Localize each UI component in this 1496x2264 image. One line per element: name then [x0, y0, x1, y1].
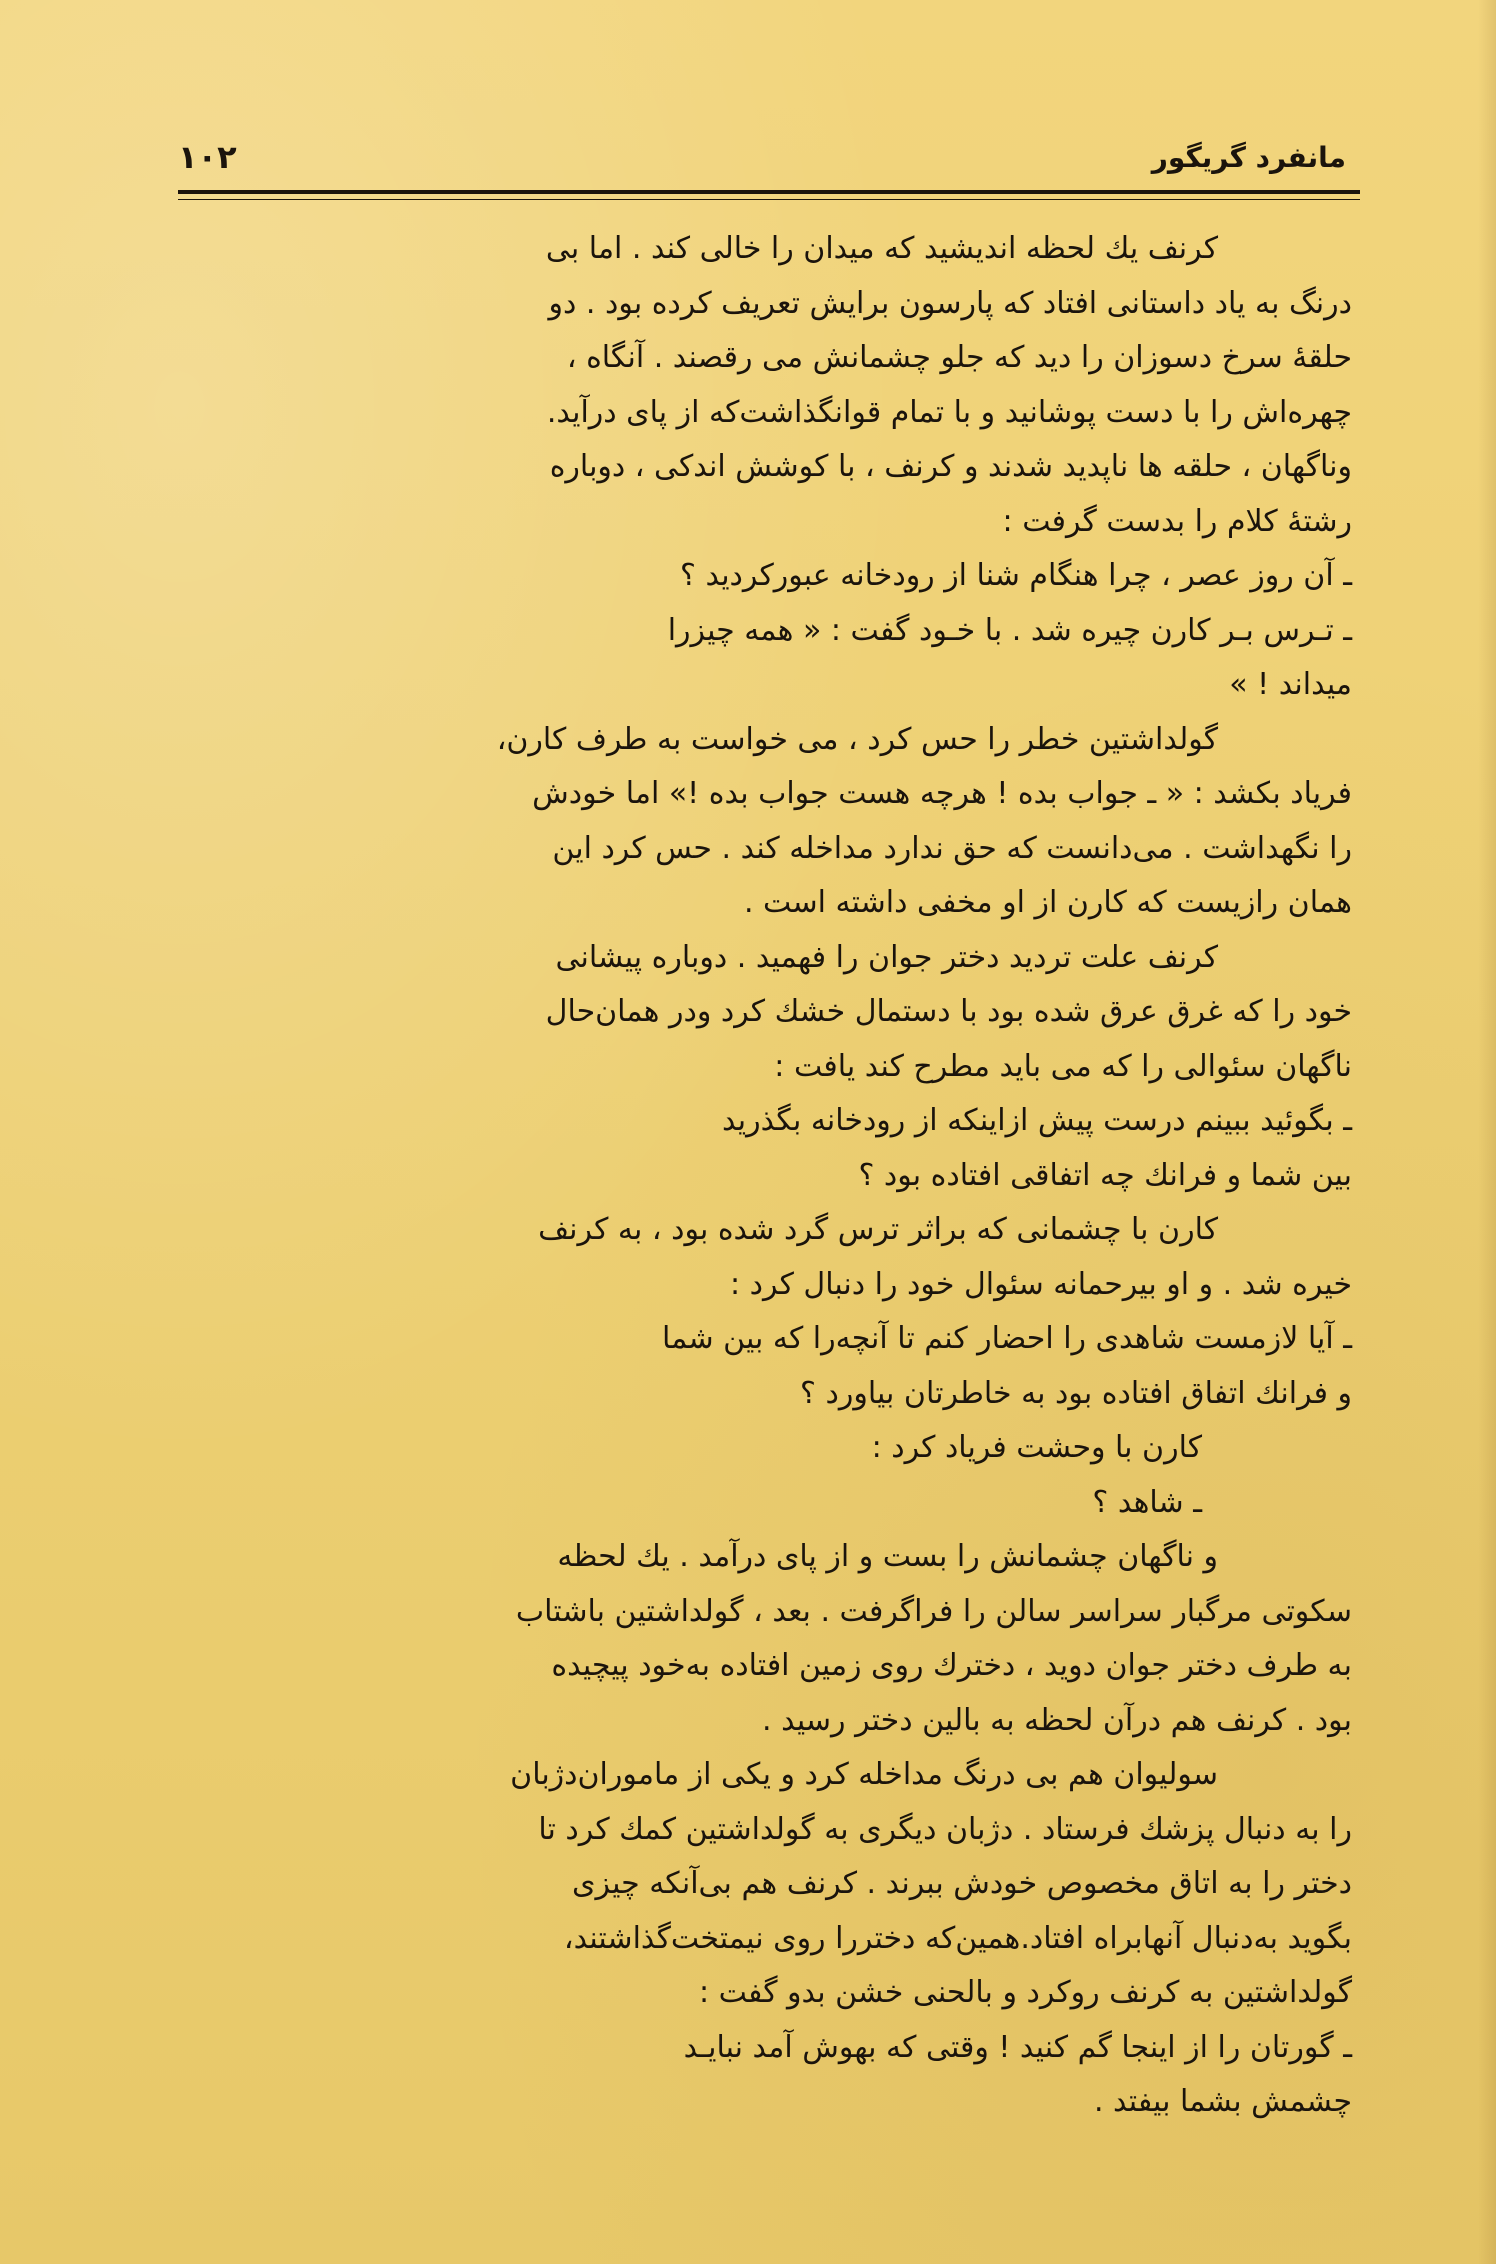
dialogue-line: ـ تـرس بـر كارن چيره شد . با خـود گفت : « همه چيزرا	[667, 612, 1352, 648]
text-line: دختر را به اتاق مخصوص خودش ببرند . كرنف هم بی‌آنكه چيزی	[572, 1866, 1352, 1901]
text-line: كرنف علت ترديد دختر جوان را فهميد . دوباره پيشانی	[555, 939, 1218, 975]
text-line: خود را كه غرق عرق شده بود با دستمال خشك كرد ودر همان‌حال	[545, 994, 1352, 1029]
text-line: خيره شد . و او بيرحمانه سئوال خود را دنبال كرد :	[730, 1266, 1352, 1302]
text-line: كارن با وحشت فرياد كرد :	[871, 1430, 1202, 1465]
running-title: مانفرد گریگور	[1151, 140, 1346, 174]
text-line: حلقهٔ سرخ دسوزان را ديد كه جلو چشمانش می رقصند . آنگاه ،	[566, 340, 1352, 375]
dialogue-line: ـ شاهد ؟	[1092, 1484, 1202, 1520]
text-line: وناگهان ، حلقه ها ناپديد شدند و كرنف ، با كوشش اندكی ، دوباره	[549, 449, 1352, 484]
text-line: چشمش بشما بيفتد .	[1093, 2084, 1352, 2119]
text-line: به طرف دختر جوان دويد ، دخترك روی زمين افتاده به‌خود پيچيده	[551, 1648, 1352, 1683]
text-line: بين شما و فرانك چه اتفاقی افتاده بود ؟	[858, 1157, 1352, 1193]
text-line: كرنف يك لحظه انديشيد كه ميدان را خالی كند . اما بی	[545, 231, 1218, 266]
text-line: سكوتی مرگبار سراسر سالن را فراگرفت . بعد ، گولداشتين باشتاب	[515, 1593, 1352, 1629]
dialogue-line: ـ آيا لازمست شاهدی را احضار كنم تا آنچه‌را كه بين شما	[661, 1321, 1352, 1356]
text-line: بگويد به‌دنبال آنهابراه افتاد.همين‌كه دختررا روی نيمتخت‌گذاشتند،	[563, 1920, 1352, 1956]
header-rule	[178, 190, 1360, 194]
text-line: گولداشتين به كرنف روكرد و بالحنی خشن بدو گفت :	[698, 1975, 1352, 2010]
text-line: بود . كرنف هم درآن لحظه به بالين دختر رسيد .	[762, 1702, 1352, 1738]
text-line: را نگهداشت . می‌دانست كه حق ندارد مداخله كند . حس كرد اين	[552, 830, 1352, 866]
text-line: گولداشتين خطر را حس كرد ، می خواست به طرف كارن،	[496, 721, 1218, 757]
dialogue-line: ـ گورتان را از اينجا گم كنيد ! وقتی كه بهوش آمد نبايـد	[683, 2029, 1352, 2065]
text-line: ميداند ! »	[1229, 667, 1352, 702]
text-line: كارن با چشمانی كه براثر ترس گرد شده بود ، به كرنف	[538, 1212, 1218, 1247]
text-line: فرياد بكشد : « ـ جواب بده ! هرچه هست جواب بده !» اما خودش	[532, 776, 1352, 811]
text-line: ناگهان سئوالی را كه می بايد مطرح كند يافت :	[774, 1048, 1352, 1084]
text-line: همان رازيست كه كارن از او مخفی داشته است .	[743, 885, 1352, 920]
text-line: رشتهٔ كلام را بدست گرفت :	[1002, 503, 1352, 539]
text-line: و فرانك اتفاق افتاده بود به خاطرتان بياورد ؟	[800, 1375, 1352, 1411]
page-number: ۱۰۲	[178, 138, 237, 176]
header-rule-thin	[178, 199, 1360, 200]
text-line: چهره‌اش را با دست پوشانيد و با تمام قوانگذاشت‌كه از پای درآيد.	[546, 394, 1352, 430]
body-text	[168, 222, 1352, 2130]
running-header	[178, 132, 1346, 182]
dialogue-line: ـ بگوئيد ببينم درست پيش ازاينكه از رودخانه بگذريد	[722, 1103, 1352, 1138]
text-line: را به دنبال پزشك فرستاد . دژبان ديگری به گولداشتين كمك كرد تا	[538, 1811, 1352, 1847]
text-line: و ناگهان چشمانش را بست و از پای درآمد . يك لحظه	[557, 1539, 1218, 1574]
text-line: سوليوان هم بی درنگ مداخله كرد و يكی از ماموران‌دژبان	[510, 1757, 1218, 1792]
dialogue-line: ـ آن روز عصر ، چرا هنگام شنا از رودخانه عبوركرديد ؟	[679, 558, 1352, 593]
text-line: درنگ به ياد داستانی افتاد كه پارسون برايش تعريف كرده بود . دو	[548, 285, 1352, 321]
